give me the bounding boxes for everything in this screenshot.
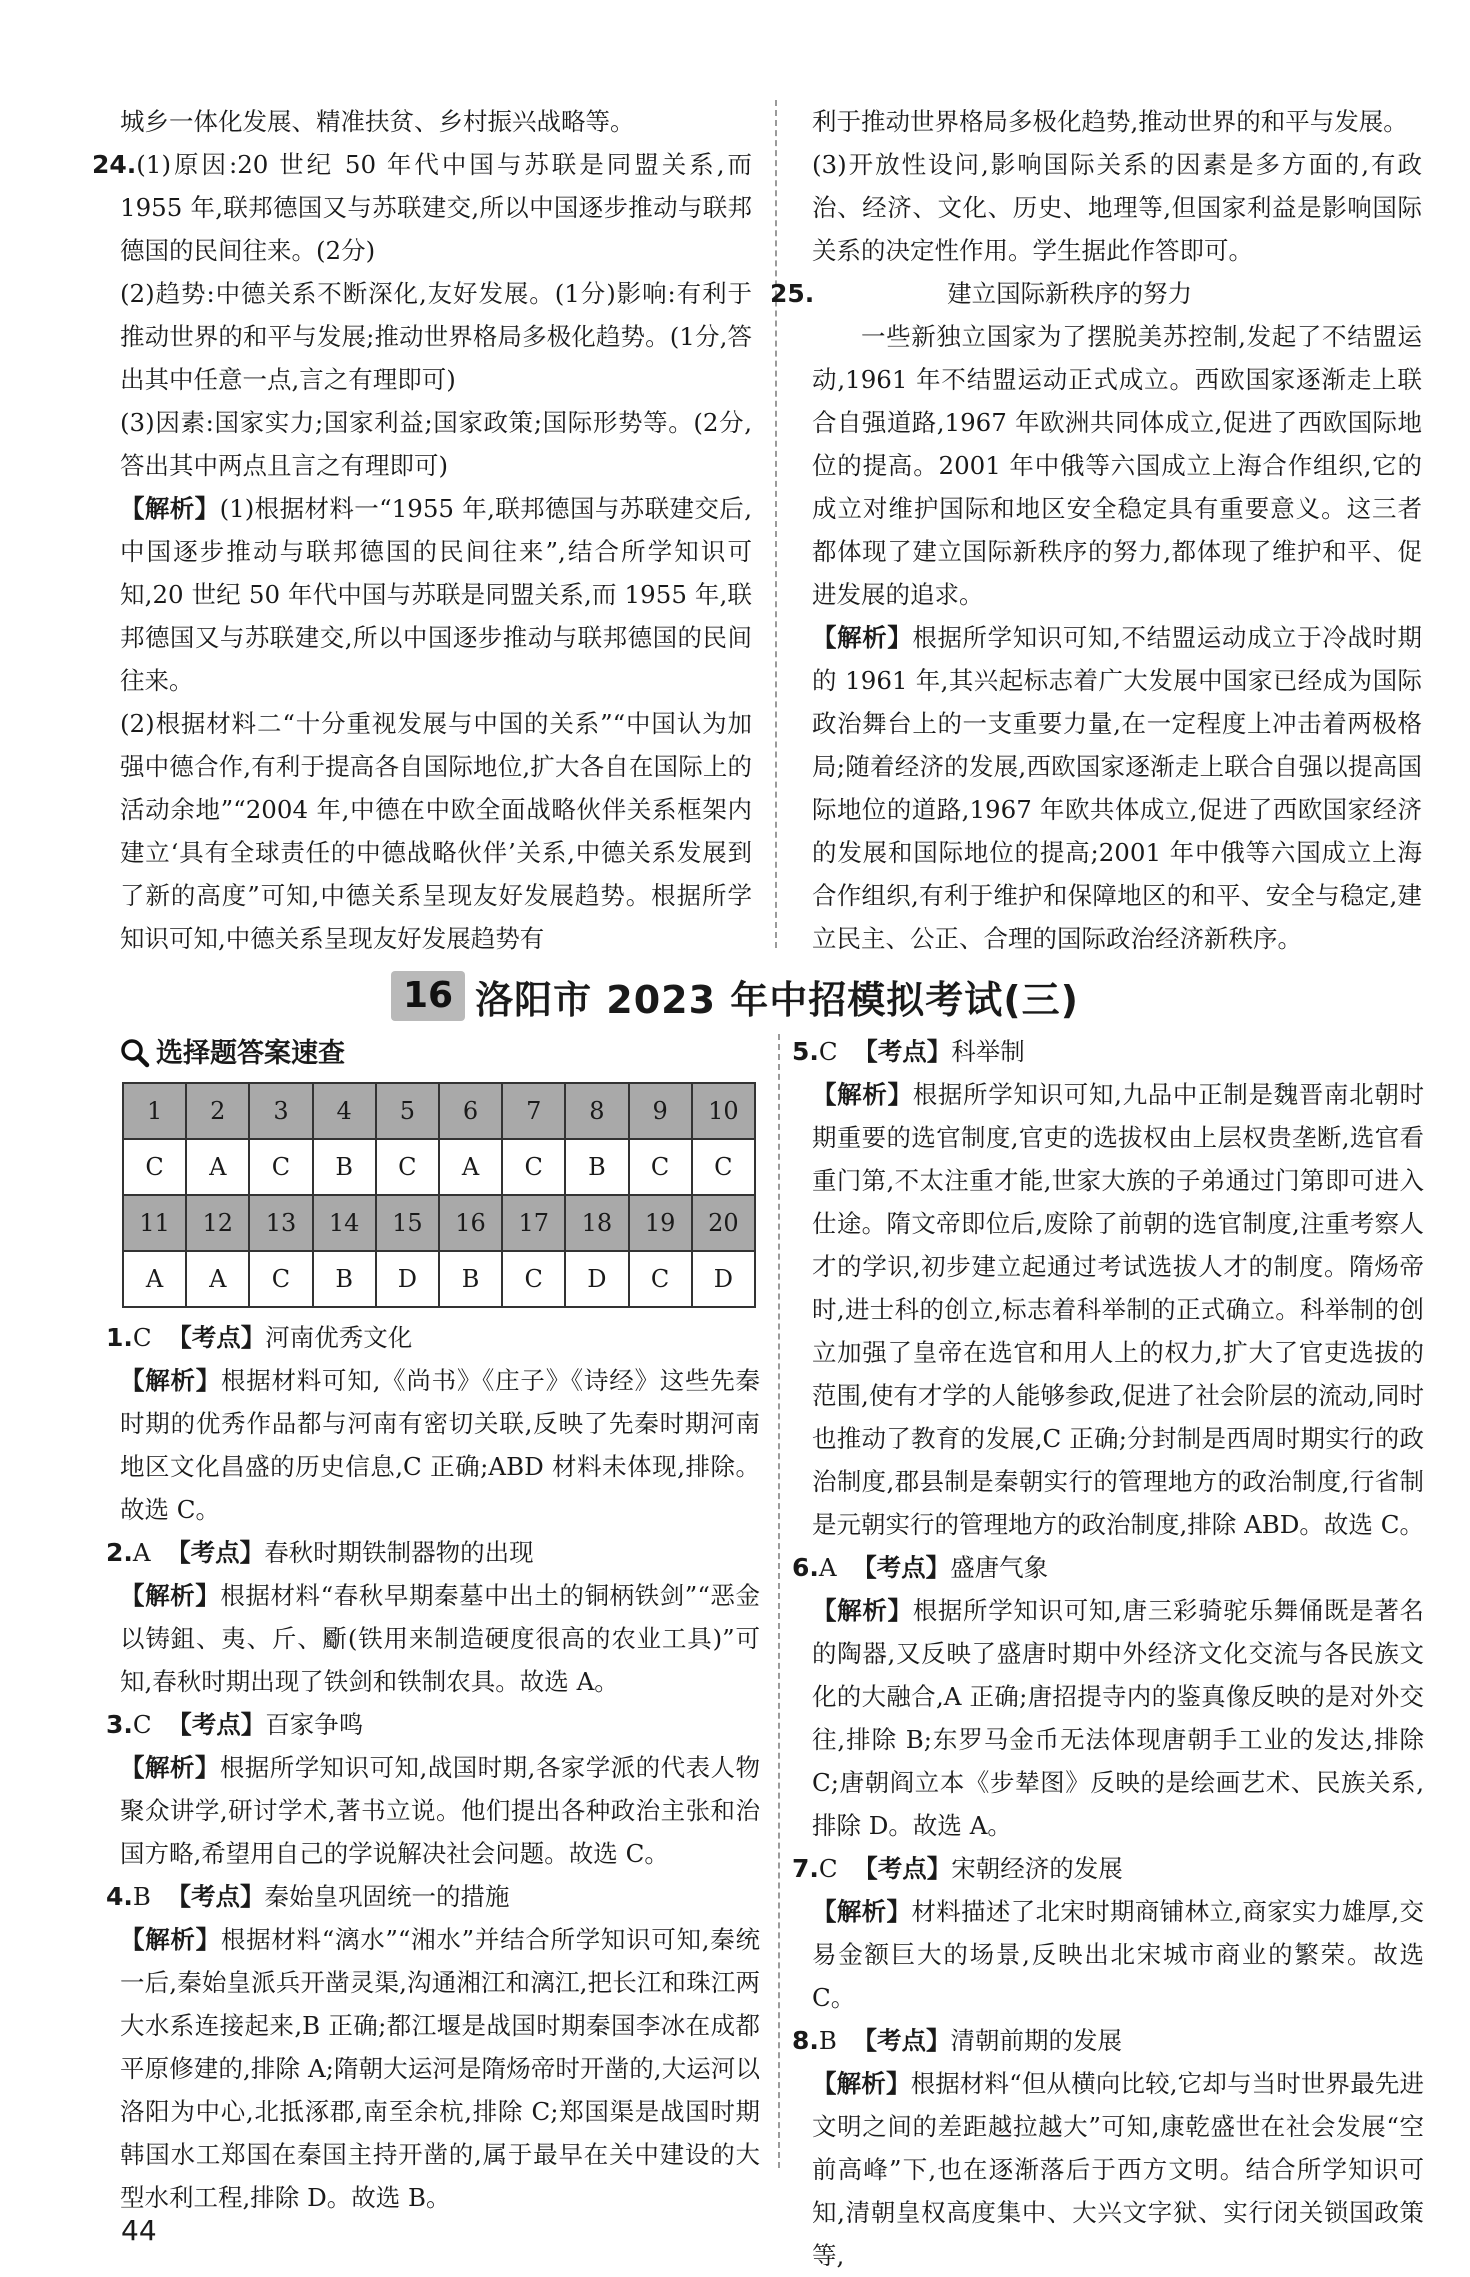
q24-part3: (3)因素:国家实力;国家利益;国家政策;国际形势等。(2分,答出其中两点且言之有理即可)	[120, 408, 752, 480]
table-cell: C	[692, 1139, 755, 1195]
answer-item-1	[106, 1316, 760, 1531]
answer-letter: B	[818, 2026, 837, 2055]
topic: 宋朝经济的发展	[951, 1854, 1123, 1883]
table-cell: C	[502, 1139, 565, 1195]
answer-letter: C	[818, 1037, 838, 1066]
answer-letter: C	[132, 1710, 152, 1739]
analysis-tag: 【解析】	[120, 1753, 220, 1782]
topic-tag: 【考点】	[166, 1882, 265, 1911]
answer-letter: B	[132, 1882, 151, 1911]
q24-part2: (2)趋势:中德关系不断深化,友好发展。(1分)影响:有利于推动世界的和平与发展;推动世界格局多极化趋势。(1分,答出其中任意一点,言之有理即可)	[120, 279, 752, 394]
table-cell: 10	[692, 1083, 755, 1139]
table-cell: B	[313, 1139, 376, 1195]
question-number: 2.	[106, 1538, 133, 1567]
table-cell: 1	[123, 1083, 186, 1139]
question-number: 24.	[92, 150, 137, 179]
continued-text: 利于推动世界格局多极化趋势,推动世界的和平与发展。	[812, 107, 1408, 136]
answer-item-5	[792, 1030, 1424, 1546]
question-number: 4.	[106, 1882, 133, 1911]
column-divider	[775, 100, 777, 948]
table-cell: C	[249, 1251, 312, 1307]
analysis-tag: 【解析】	[812, 2069, 911, 2098]
answer-item-6	[792, 1546, 1424, 1847]
table-cell: 13	[249, 1195, 312, 1251]
quick-answer-header	[120, 1030, 760, 1076]
page-number: 44	[121, 2214, 157, 2247]
topic: 百家争鸣	[265, 1710, 364, 1739]
table-cell: 11	[123, 1195, 186, 1251]
table-cell: 16	[439, 1195, 502, 1251]
table-cell: 17	[502, 1195, 565, 1251]
continued-text: 城乡一体化发展、精准扶贫、乡村振兴战略等。	[120, 107, 635, 136]
answer-letter: A	[818, 1553, 837, 1582]
question-number: 7.	[792, 1854, 819, 1883]
topic-tag: 【考点】	[853, 1037, 952, 1066]
answer-table-answers	[123, 1251, 755, 1307]
analysis-text: 根据材料“春秋早期秦墓中出土的铜柄铁剑”“恶金以铸鉏、夷、斤、斸(铁用来制造硬度很高的农业工具)”可知,春秋时期出现了铁剑和铁制农具。故选 A。	[120, 1581, 761, 1696]
table-cell: A	[439, 1139, 502, 1195]
table-cell: D	[376, 1251, 439, 1307]
table-cell: 2	[186, 1083, 249, 1139]
analysis-tag: 【解析】	[120, 494, 220, 523]
table-cell: 8	[565, 1083, 628, 1139]
question-number: 5.	[792, 1037, 819, 1066]
topic-tag: 【考点】	[852, 2026, 951, 2055]
analysis-tag: 【解析】	[812, 623, 913, 652]
answer-item-7	[792, 1847, 1425, 2019]
analysis-text: 根据材料“漓水”“湘水”并结合所学知识可知,秦统一后,秦始皇派兵开凿灵渠,沟通湘江和漓江,把长江和珠江两大水系连接起来,B 正确;都江堰是战国时期秦国李冰在成都平原修建的,排除 A;隋朝大运河是隋炀帝时开凿的,大运河以洛阳为中心,北抵涿郡,南至余杭,排除 C;郑国渠是战国时期韩国水工郑国在秦国主持开凿的,属于最早在关中建设的大型水利工程,排除 D。故选 B。	[120, 1925, 761, 2212]
table-cell: 7	[502, 1083, 565, 1139]
q24-part3-analysis: (3)开放性设问,影响国际关系的因素是多方面的,有政治、经济、文化、历史、地理等,但国家利益是影响国际关系的决定性作用。学生据此作答即可。	[812, 150, 1422, 265]
topic: 河南优秀文化	[265, 1323, 413, 1352]
topic: 盛唐气象	[950, 1553, 1049, 1582]
analysis-text: 根据所学知识可知,九品中正制是魏晋南北朝时期重要的选官制度,官吏的选拔权由上层权贵垄断,选官看重门第,不太注重才能,世家大族的子弟通过门第即可进入仕途。隋文帝即位后,废除了前朝的选官制度,注重考察人才的学识,初步建立起通过考试选拔人才的制度。隋炀帝时,进士科的创立,标志着科举制的正式确立。科举制的创立加强了皇帝在选官和用人上的权力,扩大了官吏选拔的范围,使有才学的人能够参政,促进了社会阶层的流动,同时也推动了教育的发展,C 正确;分封制是西周时期实行的政治制度,郡县制是秦朝实行的管理地方的政治制度,行省制是元朝实行的管理地方的政治制度,排除 ABD。故选 C。	[812, 1080, 1424, 1539]
answer-item-8	[792, 2019, 1425, 2277]
table-cell: 9	[629, 1083, 692, 1139]
analysis-tag: 【解析】	[812, 1596, 913, 1625]
table-cell: A	[186, 1251, 249, 1307]
section-number-badge: 16	[391, 971, 465, 1021]
q24-part1: 24.(1)原因:20 世纪 50 年代中国与苏联是同盟关系,而 1955 年,联邦德国又与苏联建交,所以中国逐步推动与联邦德国的民间往来。(2分)	[92, 150, 752, 265]
topic: 秦始皇巩固统一的措施	[264, 1882, 510, 1911]
table-cell: 3	[249, 1083, 312, 1139]
analysis-tag: 【解析】	[812, 1080, 913, 1109]
analysis-tag: 【解析】	[812, 1897, 912, 1926]
answer-item-4	[106, 1875, 761, 2219]
table-cell: C	[629, 1251, 692, 1307]
table-cell: C	[502, 1251, 565, 1307]
topic: 科举制	[951, 1037, 1025, 1066]
table-cell: B	[439, 1251, 502, 1307]
question-number: 1.	[106, 1323, 133, 1352]
q25-heading: 建立国际新秩序的努力	[947, 279, 1193, 308]
section-title-text: 洛阳市 2023 年中招模拟考试(三)	[475, 977, 1080, 1022]
answer-table-numbers	[123, 1083, 755, 1139]
q24-analysis-2: (2)根据材料二“十分重视发展与中国的关系”“中国认为加强中德合作,有利于提高各自国际地位,扩大各自在国际上的活动余地”“2004 年,中德在中欧全面战略伙伴关系框架内建立‘具有全球责任的中德战略伙伴’关系,中德关系发展到了新的高度”可知,中德关系呈现友好发展趋势。根据所学知识可知,中德关系呈现友好发展趋势有	[120, 709, 752, 953]
analysis-text: 根据材料可知,《尚书》《庄子》《诗经》这些先秦时期的优秀作品都与河南有密切关联,反映了先秦时期河南地区文化昌盛的历史信息,C 正确;ABD 材料未体现,排除。故选 C。	[120, 1366, 760, 1524]
table-cell: 20	[692, 1195, 755, 1251]
analysis-text: 材料描述了北宋时期商铺林立,商家实力雄厚,交易金额巨大的场景,反映出北宋城市商业的繁荣。故选 C。	[812, 1897, 1425, 2012]
table-cell: C	[123, 1139, 186, 1195]
topic: 春秋时期铁制器物的出现	[264, 1538, 534, 1567]
quick-answer-label: 选择题答案速查	[156, 1037, 345, 1069]
topic-tag: 【考点】	[167, 1710, 266, 1739]
column-divider	[778, 1034, 780, 2168]
q25-analysis: 【解析】根据所学知识可知,不结盟运动成立于冷战时期的 1961 年,其兴起标志着广大发展中国家已经成为国际政治舞台上的一支重要力量,在一定程度上冲击着两极格局;随着经济的发展,西欧国家逐渐走上联合自强以提高国际地位的道路,1967 年欧共体成立,促进了西欧国家经济的发展和国际地位的提高;2001 年中俄等六国成立上海合作组织,有利于维护和保障地区的和平、安全与稳定,建立民主、公正、合理的国际政治经济新秩序。	[812, 623, 1422, 953]
table-cell: 5	[376, 1083, 439, 1139]
q24-analysis-1: 【解析】(1)根据材料一“1955 年,联邦德国与苏联建交后,中国逐步推动与联邦德国的民间往来”,结合所学知识可知,20 世纪 50 年代中国与苏联是同盟关系,而 1955 年,联邦德国又与苏联建交,所以中国逐步推动与联邦德国的民间往来。	[120, 494, 752, 695]
table-cell: D	[692, 1251, 755, 1307]
table-cell: 18	[565, 1195, 628, 1251]
table-cell: 15	[376, 1195, 439, 1251]
answer-letter: C	[132, 1323, 152, 1352]
topic-tag: 【考点】	[853, 1854, 952, 1883]
answer-table-answers	[123, 1139, 755, 1195]
top-left-column	[92, 100, 752, 960]
magnifier-icon	[120, 1038, 150, 1068]
table-cell: C	[629, 1139, 692, 1195]
bottom-right-column	[792, 1030, 1425, 2277]
topic-tag: 【考点】	[166, 1538, 265, 1567]
topic-tag: 【考点】	[167, 1323, 266, 1352]
analysis-tag: 【解析】	[120, 1925, 221, 1954]
answer-letter: A	[132, 1538, 151, 1567]
table-cell: 4	[313, 1083, 376, 1139]
analysis-text: 根据所学知识可知,战国时期,各家学派的代表人物聚众讲学,研讨学术,著书立说。他们提出各种政治主张和治国方略,希望用自己的学说解决社会问题。故选 C。	[120, 1753, 761, 1868]
top-right-column	[770, 100, 1422, 960]
analysis-text: 根据所学知识可知,唐三彩骑驼乐舞俑既是著名的陶器,又反映了盛唐时期中外经济文化交流与各民族文化的大融合,A 正确;唐招提寺内的鉴真像反映的是对外交往,排除 B;东罗马金币无法体现唐朝手工业的发达,排除 C;唐朝阎立本《步辇图》反映的是绘画艺术、民族关系,排除 D。故选 A。	[812, 1596, 1424, 1840]
table-cell: B	[565, 1139, 628, 1195]
answer-item-3	[106, 1703, 761, 1875]
answer-table	[122, 1082, 756, 1308]
table-cell: C	[376, 1139, 439, 1195]
table-cell: C	[249, 1139, 312, 1195]
bottom-left-column	[106, 1030, 761, 2219]
section-title	[0, 968, 1470, 1024]
question-number: 8.	[792, 2026, 819, 2055]
answer-table-numbers	[123, 1195, 755, 1251]
topic: 清朝前期的发展	[950, 2026, 1122, 2055]
table-cell: D	[565, 1251, 628, 1307]
table-cell: 19	[629, 1195, 692, 1251]
table-cell: A	[186, 1139, 249, 1195]
topic-tag: 【考点】	[852, 1553, 951, 1582]
answer-letter: C	[818, 1854, 838, 1883]
question-number: 3.	[106, 1710, 133, 1739]
question-number: 25.	[770, 279, 815, 308]
table-cell: 14	[313, 1195, 376, 1251]
analysis-tag: 【解析】	[120, 1366, 222, 1395]
answer-item-2	[106, 1531, 761, 1703]
analysis-text: 根据材料“但从横向比较,它却与当时世界最先进文明之间的差距越拉越大”可知,康乾盛世在社会发展“空前高峰”下,也在逐渐落后于西方文明。结合所学知识可知,清朝皇权高度集中、大兴文字狱、实行闭关锁国政策等,	[812, 2069, 1425, 2270]
table-cell: 6	[439, 1083, 502, 1139]
table-cell: B	[313, 1251, 376, 1307]
table-cell: 12	[186, 1195, 249, 1251]
q25-heading-line	[770, 272, 1422, 315]
analysis-tag: 【解析】	[120, 1581, 221, 1610]
question-number: 6.	[792, 1553, 819, 1582]
q25-body: 一些新独立国家为了摆脱美苏控制,发起了不结盟运动,1961 年不结盟运动正式成立。西欧国家逐渐走上联合自强道路,1967 年欧洲共同体成立,促进了西欧国际地位的提高。2001 年中俄等六国成立上海合作组织,它的成立对维护国际和地区安全稳定具有重要意义。这三者都体现了建立国际新秩序的努力,都体现了维护和平、促进发展的追求。	[812, 322, 1422, 609]
table-cell: A	[123, 1251, 186, 1307]
